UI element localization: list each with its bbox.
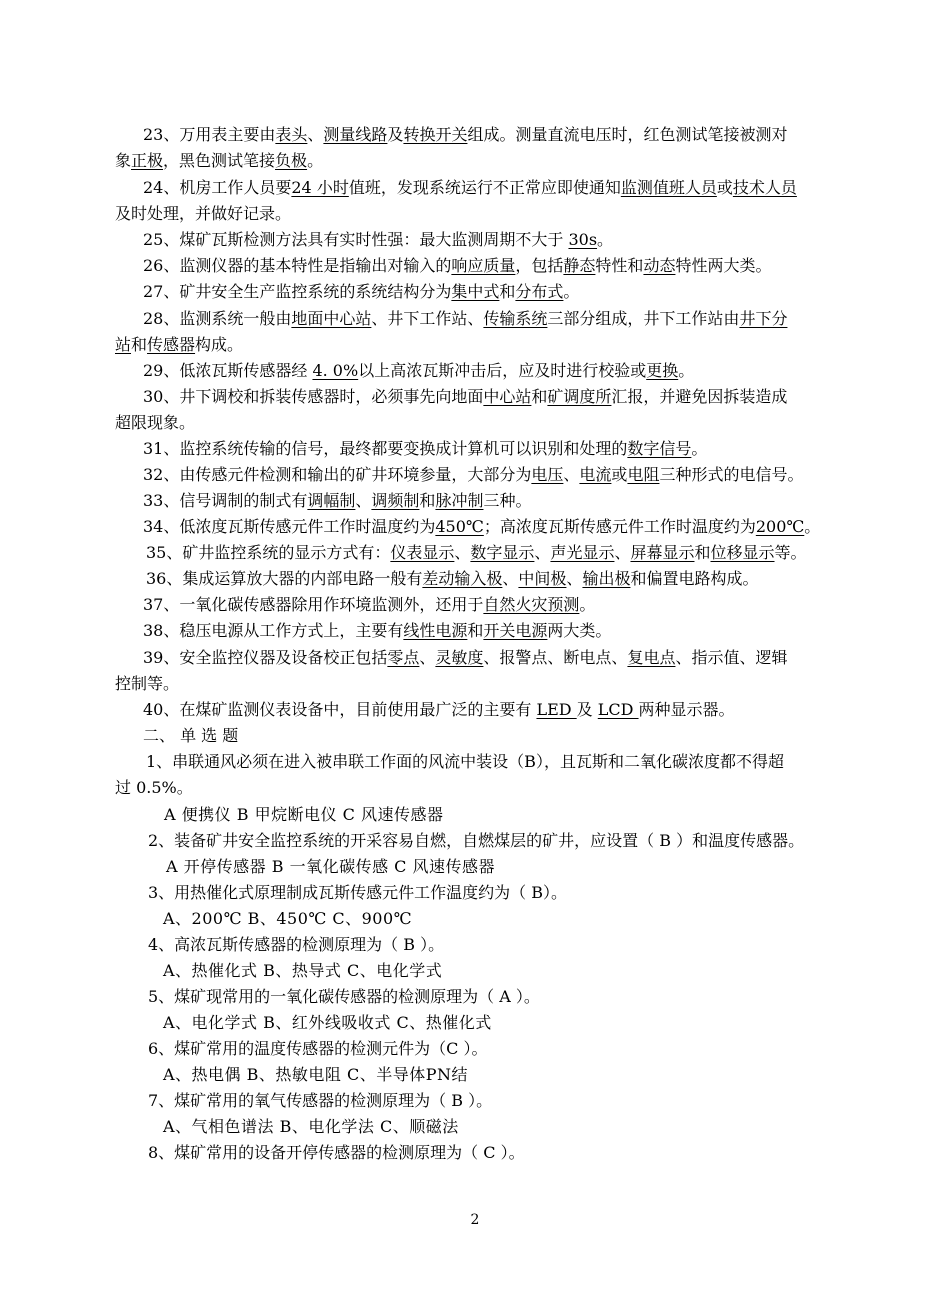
text-line bbox=[143, 620, 611, 642]
text-segment: 及 bbox=[387, 125, 404, 144]
text-line bbox=[143, 229, 613, 251]
text-line bbox=[148, 882, 567, 904]
underlined-answer: 技术人员 bbox=[732, 178, 797, 197]
text-segment: A 便携仪 B 甲烷断电仪 C 风速传感器 bbox=[164, 805, 444, 824]
underlined-answer: 数字信号 bbox=[627, 439, 692, 458]
text-line bbox=[148, 830, 804, 852]
text-segment: A、热电偶 B、热敏电阻 C、半导体PN结 bbox=[163, 1065, 468, 1084]
underlined-answer: 中心站 bbox=[483, 387, 532, 406]
underlined-answer: 复电点 bbox=[627, 648, 676, 667]
text-line bbox=[143, 490, 531, 512]
underlined-answer: 24 小时 bbox=[291, 178, 349, 197]
text-line bbox=[148, 986, 540, 1008]
text-line bbox=[143, 281, 579, 303]
underlined-answer: 450℃ bbox=[435, 517, 484, 536]
text-segment: 6、煤矿常用的温度传感器的检测元件为（C ）。 bbox=[148, 1039, 488, 1058]
answer-options-line bbox=[163, 960, 442, 982]
text-segment: ；高浓度瓦斯传感元件工作时温度约为 bbox=[483, 517, 756, 536]
text-segment: 。 bbox=[307, 151, 324, 170]
text-segment: 。 bbox=[804, 517, 821, 536]
underlined-answer: 4. 0% bbox=[312, 361, 359, 380]
underlined-answer: 200℃ bbox=[755, 517, 805, 536]
text-segment: 组成。测量直流电压时，红色测试笔接被测对 bbox=[467, 125, 788, 144]
text-segment: 两大类。 bbox=[547, 621, 612, 640]
text-segment: 控制等。 bbox=[115, 674, 180, 693]
text-segment: 等。 bbox=[774, 543, 807, 562]
text-segment: 34、低浓度瓦斯传感元件工作时温度约为 bbox=[143, 517, 436, 536]
answer-options-line bbox=[163, 908, 412, 930]
text-segment: 二、 单 选 题 bbox=[143, 726, 239, 745]
text-segment: 30、井下调校和拆装传感器时，必须事先向地面 bbox=[143, 387, 484, 406]
text-segment: 。 bbox=[678, 361, 695, 380]
text-segment: 37、一氧化碳传感器除用作环境监测外，还用于 bbox=[143, 595, 484, 614]
text-line bbox=[115, 203, 291, 225]
text-segment: 25、煤矿瓦斯检测方法具有实时性强：最大监测周期不大于 bbox=[143, 230, 569, 249]
text-segment: 和 bbox=[499, 282, 516, 301]
text-line bbox=[146, 568, 758, 590]
text-segment: 28、监测系统一般由 bbox=[143, 309, 292, 328]
text-segment: 和 bbox=[467, 621, 484, 640]
underlined-answer: 仪表显示 bbox=[390, 543, 455, 562]
text-segment: 或 bbox=[611, 465, 628, 484]
text-segment: 汇报，并避免因拆装造成 bbox=[611, 387, 788, 406]
text-segment: 构成。 bbox=[195, 335, 244, 354]
text-segment: 33、信号调制的制式有 bbox=[143, 491, 308, 510]
text-line bbox=[146, 542, 807, 564]
text-segment: 特性两大类。 bbox=[675, 256, 772, 275]
text-segment: 、井下工作站、 bbox=[371, 309, 484, 328]
underlined-answer: 正极 bbox=[131, 151, 164, 170]
underlined-answer: 更换 bbox=[646, 361, 679, 380]
answer-options-line bbox=[163, 1012, 492, 1034]
underlined-answer: 输出极 bbox=[582, 569, 631, 588]
text-segment: 3、用热催化式原理制成瓦斯传感元件工作温度约为（ B）。 bbox=[148, 883, 568, 902]
text-segment: 、 bbox=[355, 491, 372, 510]
text-segment: 和 bbox=[419, 491, 436, 510]
underlined-answer: 响应质量 bbox=[451, 256, 516, 275]
text-segment: 三种形式的电信号。 bbox=[659, 465, 804, 484]
text-line bbox=[143, 386, 787, 408]
text-segment: 35、矿井监控系统的显示方式有： bbox=[146, 543, 391, 562]
text-line bbox=[115, 334, 243, 356]
text-segment: 以上高浓瓦斯冲击后，应及时进行校验或 bbox=[358, 361, 647, 380]
underlined-answer: 开关电源 bbox=[483, 621, 548, 640]
text-segment: 特性和 bbox=[595, 256, 644, 275]
text-line bbox=[143, 255, 771, 277]
text-segment: A、200℃ B、450℃ C、900℃ bbox=[163, 909, 413, 928]
text-segment: 24、机房工作人员要 bbox=[143, 178, 292, 197]
underlined-answer: 自然火灾预测 bbox=[483, 595, 580, 614]
underlined-answer: 矿调度所 bbox=[547, 387, 612, 406]
text-line bbox=[115, 150, 323, 172]
text-segment: 、 bbox=[534, 543, 551, 562]
text-line bbox=[143, 725, 238, 747]
text-segment: 31、监控系统传输的信号，最终都要变换成计算机可以识别和处理的 bbox=[143, 439, 628, 458]
text-segment: ，黑色测试笔接 bbox=[163, 151, 276, 170]
text-segment: 、 bbox=[307, 125, 324, 144]
text-line bbox=[148, 1142, 525, 1164]
text-segment: 38、稳压电源从工作方式上，主要有 bbox=[143, 621, 404, 640]
text-segment: A、气相色谱法 B、电化学法 C、顺磁法 bbox=[163, 1117, 459, 1136]
text-segment: 7、煤矿常用的氧气传感器的检测原理为（ B ）。 bbox=[148, 1091, 493, 1110]
text-line bbox=[143, 464, 803, 486]
text-segment: 32、由传感元件检测和输出的矿井环境参量，大部分为 bbox=[143, 465, 532, 484]
text-segment: 29、低浓瓦斯传感器经 bbox=[143, 361, 313, 380]
text-segment: 。 bbox=[691, 439, 708, 458]
text-segment: 。 bbox=[579, 595, 596, 614]
text-segment: 或 bbox=[716, 178, 733, 197]
underlined-answer: 调频制 bbox=[371, 491, 420, 510]
underlined-answer: 转换开关 bbox=[403, 125, 468, 144]
text-segment: 和 bbox=[694, 543, 711, 562]
text-segment: A、电化学式 B、红外线吸收式 C、热催化式 bbox=[163, 1013, 492, 1032]
text-segment: 、 bbox=[614, 543, 631, 562]
text-segment: 、 bbox=[419, 648, 436, 667]
underlined-answer: 监测值班人员 bbox=[620, 178, 717, 197]
text-line bbox=[115, 412, 195, 434]
text-segment: 39、安全监控仪器及设备校正包括 bbox=[143, 648, 388, 667]
text-segment: 、 bbox=[454, 543, 471, 562]
underlined-answer: 30s bbox=[568, 230, 598, 249]
underlined-answer: 数字显示 bbox=[470, 543, 535, 562]
text-line bbox=[143, 438, 707, 460]
underlined-answer: 线性电源 bbox=[403, 621, 468, 640]
text-line bbox=[143, 594, 595, 616]
answer-options-line bbox=[163, 1116, 459, 1138]
text-segment: A 开停传感器 B 一氧化碳传感 C 风速传感器 bbox=[166, 857, 495, 876]
underlined-answer: 电压 bbox=[531, 465, 564, 484]
underlined-answer: 地面中心站 bbox=[291, 309, 372, 328]
underlined-answer: 传输系统 bbox=[483, 309, 548, 328]
underlined-answer: 井下分 bbox=[739, 309, 788, 328]
underlined-answer: 零点 bbox=[387, 648, 420, 667]
answer-options-line bbox=[163, 1064, 468, 1086]
text-segment: 、指示值、逻辑 bbox=[675, 648, 788, 667]
underlined-answer: 动态 bbox=[643, 256, 676, 275]
underlined-answer: 灵敏度 bbox=[435, 648, 484, 667]
text-segment: 超限现象。 bbox=[115, 413, 196, 432]
text-segment: 和 bbox=[531, 387, 548, 406]
underlined-answer: 负极 bbox=[275, 151, 308, 170]
text-line bbox=[143, 699, 735, 721]
text-segment: 8、煤矿常用的设备开停传感器的检测原理为（ C ）。 bbox=[148, 1143, 525, 1162]
text-segment: 2、装备矿井安全监控系统的开采容易自燃，自燃煤层的矿井，应设置（ B ）和温度传感器。 bbox=[148, 831, 805, 850]
answer-options-line bbox=[164, 804, 444, 826]
text-segment: 及时处理，并做好记录。 bbox=[115, 204, 292, 223]
text-line bbox=[148, 1038, 488, 1060]
text-segment: 过 0.5%。 bbox=[115, 778, 193, 797]
text-segment: 36、集成运算放大器的内部电路一般有 bbox=[146, 569, 423, 588]
text-segment: 两种显示器。 bbox=[638, 700, 735, 719]
text-line bbox=[143, 308, 787, 330]
text-segment: 和 bbox=[131, 335, 148, 354]
underlined-answer: 中间极 bbox=[518, 569, 567, 588]
text-line bbox=[148, 934, 444, 956]
underlined-answer: 静态 bbox=[563, 256, 596, 275]
text-line bbox=[143, 516, 820, 538]
underlined-answer: 位移显示 bbox=[710, 543, 775, 562]
text-segment: 和偏置电路构成。 bbox=[630, 569, 759, 588]
underlined-answer: 调幅制 bbox=[307, 491, 356, 510]
text-segment: 4、高浓瓦斯传感器的检测原理为（ B ）。 bbox=[148, 935, 445, 954]
underlined-answer: 声光显示 bbox=[550, 543, 615, 562]
text-segment: 26、监测仪器的基本特性是指输出对输入的 bbox=[143, 256, 452, 275]
text-line bbox=[143, 360, 694, 382]
text-segment: 5、煤矿现常用的一氧化碳传感器的检测原理为（ A ）。 bbox=[148, 987, 540, 1006]
underlined-answer: 传感器 bbox=[147, 335, 196, 354]
text-line bbox=[143, 177, 797, 199]
underlined-answer: 电阻 bbox=[627, 465, 660, 484]
underlined-answer: 电流 bbox=[579, 465, 612, 484]
text-segment: 23、万用表主要由 bbox=[143, 125, 276, 144]
underlined-answer: 集中式 bbox=[451, 282, 500, 301]
text-segment: 三部分组成，井下工作站由 bbox=[547, 309, 740, 328]
page-number: 2 bbox=[470, 1212, 480, 1228]
text-line bbox=[148, 1090, 492, 1112]
underlined-answer: 站 bbox=[115, 335, 132, 354]
underlined-answer: 脉冲制 bbox=[435, 491, 484, 510]
text-segment: 、报警点、断电点、 bbox=[483, 648, 628, 667]
underlined-answer: LCD bbox=[597, 700, 639, 719]
text-segment: 27、矿井安全生产监控系统的系统结构分为 bbox=[143, 282, 452, 301]
text-line bbox=[115, 673, 179, 695]
answer-options-line bbox=[166, 856, 495, 878]
text-segment: 象 bbox=[115, 151, 132, 170]
text-segment: 40、在煤矿监测仪表设备中，目前使用最广泛的主要有 bbox=[143, 700, 537, 719]
underlined-answer: LED bbox=[536, 700, 577, 719]
text-line bbox=[143, 124, 787, 146]
text-segment: 值班，发现系统运行不正常应即使通知 bbox=[348, 178, 621, 197]
text-segment: 三种。 bbox=[483, 491, 532, 510]
text-segment: A、热催化式 B、热导式 C、电化学式 bbox=[163, 961, 443, 980]
text-segment: 、 bbox=[502, 569, 519, 588]
text-segment: 1、串联通风必须在进入被串联工作面的风流中装设（B），且瓦斯和二氧化碳浓度都不得超 bbox=[146, 752, 784, 771]
text-segment: 。 bbox=[597, 230, 614, 249]
text-segment: 。 bbox=[563, 282, 580, 301]
text-line bbox=[115, 777, 193, 799]
text-line bbox=[143, 647, 787, 669]
underlined-answer: 差动输入极 bbox=[422, 569, 503, 588]
text-segment: 、 bbox=[566, 569, 583, 588]
underlined-answer: 屏幕显示 bbox=[630, 543, 695, 562]
text-line bbox=[146, 751, 784, 773]
underlined-answer: 分布式 bbox=[515, 282, 564, 301]
text-segment: 及 bbox=[576, 700, 598, 719]
text-segment: 、 bbox=[563, 465, 580, 484]
underlined-answer: 表头 bbox=[275, 125, 308, 144]
text-segment: ，包括 bbox=[515, 256, 564, 275]
underlined-answer: 测量线路 bbox=[323, 125, 388, 144]
